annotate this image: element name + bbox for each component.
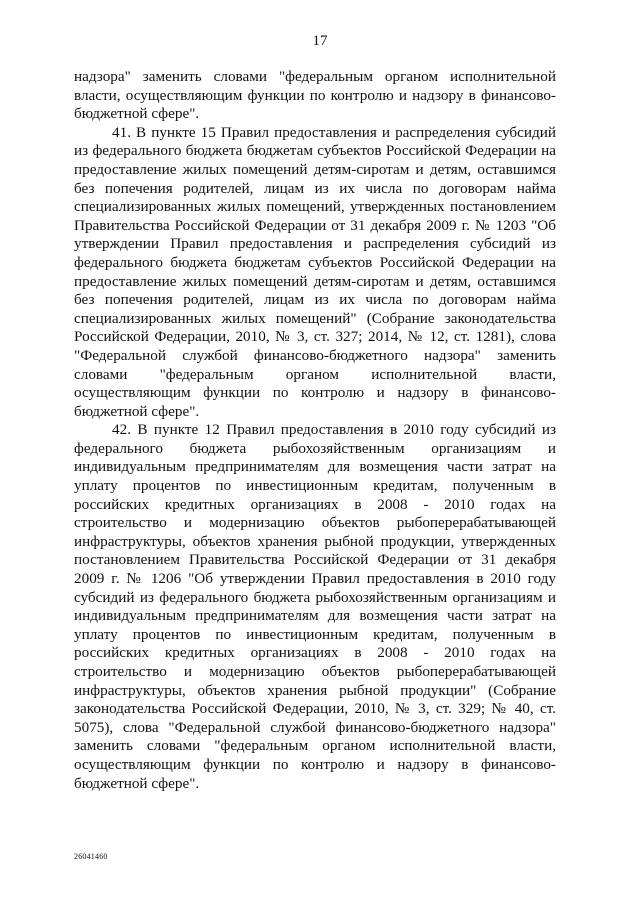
paragraph-item-42: 42. В пункте 12 Правил предоставления в 2010 году субсидий из федерального бюджета рыбохозяйственным организациям и индивидуальным предпринимателям для возмещения части затрат на уплату процентов по инвестиционным кредитам, полученным в российских кредитных организациях в 2008 - 2010 годах на строительство и модернизацию объектов рыбоперерабатывающей инфраструктуры, объектов хранения рыбной продукции, утвержденных постановлением Правительства Российской Федерации от 31 декабря 2009 г. № 1206 "Об утверждении Правил предоставления в 2010 году субсидий из федерального бюджета рыбохозяйственным организациям и индивидуальным предпринимателям для возмещения части затрат на уплату процентов по инвестиционным кредитам, полученным в российских кредитных организациях в 2008 - 2010 годах на строительство и модернизацию объектов рыбоперерабатывающей инфраструктуры, объектов хранения рыбной продукции" (Собрание законодательства Российской Федерации, 2010, № 3, ст. 329; № 40, ст. 5075), слова "Федеральной службой финансово-бюджетного надзора" заменить словами "федеральным органом исполнительной власти, осуществляющим функции по контролю и надзору в финансово-бюджетной сфере". [74, 421, 556, 792]
paragraph-continuation: надзора" заменить словами "федеральным органом исполнительной власти, осуществляющим функции по контролю и надзору в финансово-бюджетной сфере". [74, 68, 556, 123]
document-body [74, 68, 556, 793]
page-number: 17 [312, 33, 328, 49]
paragraph-item-41: 41. В пункте 15 Правил предоставления и распределения субсидий из федерального бюджета бюджетам субъектов Российской Федерации на предоставление жилых помещений детям-сиротам и детям, оставшимся без попечения родителей, лицам из их числа по договорам найма специализированных жилых помещений, утвержденных постановлением Правительства Российской Федерации от 31 декабря 2009 г. № 1203 "Об утверждении Правил предоставления и распределения субсидий из федерального бюджета бюджетам субъектов Российской Федерации на предоставление жилых помещений детям-сиротам и детям, оставшимся без попечения родителей, лицам из их числа по договорам найма специализированных жилых помещений" (Собрание законодательства Российской Федерации, 2010, № 3, ст. 327; 2014, № 12, ст. 1281), слова "Федеральной службой финансово-бюджетного надзора" заменить словами "федеральным органом исполнительной власти, осуществляющим функции по контролю и надзору в финансово-бюджетной сфере". [74, 123, 556, 420]
document-code: 26041460 [74, 852, 108, 861]
